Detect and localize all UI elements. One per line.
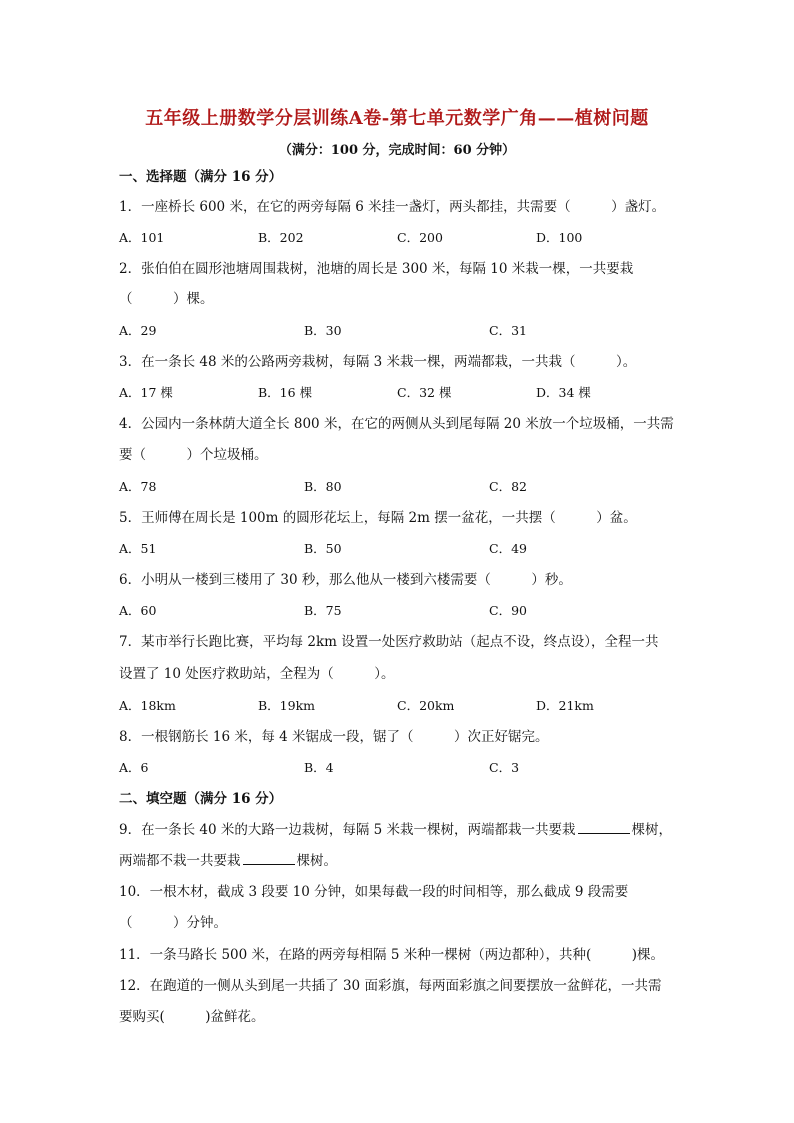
q2-option-b: B．30 — [304, 323, 342, 338]
q8-option-a: A．6 — [119, 760, 149, 775]
q5-option-a: A．51 — [119, 541, 157, 556]
question-12-line2: 要购买( )盆鲜花。 — [119, 1009, 265, 1025]
question-4-line1: 4．公园内一条林荫大道全长 800 米，在它的两侧从头到尾每隔 20 米放一个垃圾桶，一共需 — [119, 416, 674, 432]
question-4-line2: 要（ ）个垃圾桶。 — [119, 447, 268, 463]
q8-option-c: C．3 — [489, 760, 520, 775]
question-6: 6．小明从一楼到三楼用了 30 秒，那么他从一楼到六楼需要（ ）秒。 — [119, 572, 572, 588]
question-1: 1．一座桥长 600 米，在它的两旁每隔 6 米挂一盏灯，两头都挂，共需要（ ）盏灯。 — [119, 199, 666, 215]
q2-option-a: A．29 — [119, 323, 157, 338]
page-title: 五年级上册数学分层训练A卷-第七单元数学广角——植树问题 — [145, 108, 649, 129]
q9-blank-1[interactable] — [578, 821, 630, 834]
q3-option-a: A．17 棵 — [119, 385, 173, 400]
question-2-line2: （ ）棵。 — [119, 291, 214, 307]
question-7-line2: 设置了 10 处医疗救助站，全程为（ ）。 — [119, 666, 395, 682]
q7-option-a: A．18km — [119, 698, 176, 713]
q9-line2-text-b: 棵树。 — [296, 853, 337, 869]
question-5: 5．王师傅在周长是 100m 的圆形花坛上，每隔 2m 摆一盆花，一共摆（ ）盆。 — [119, 510, 637, 526]
q7-option-b: B．19km — [258, 698, 316, 713]
question-2-line1: 2．张伯伯在圆形池塘周围栽树，池塘的周长是 300 米，每隔 10 米栽一棵，一共要栽 — [119, 261, 634, 277]
q5-option-c: C．49 — [489, 541, 527, 556]
q4-option-c: C．82 — [489, 479, 527, 494]
question-3: 3．在一条长 48 米的公路两旁栽树，每隔 3 米栽一棵，两端都栽，一共栽（ ）。 — [119, 354, 637, 370]
page-subtitle: （满分：100 分，完成时间：60 分钟） — [278, 143, 516, 158]
question-10-line1: 10．一根木材，截成 3 段要 10 分钟，如果每截一段的时间相等，那么截成 9 段需要 — [119, 884, 629, 900]
section-heading-choice: 一、选择题（满分 16 分） — [119, 169, 283, 185]
question-11: 11．一条马路长 500 米，在路的两旁每相隔 5 米种一棵树（两边都种），共种( )棵。 — [119, 947, 664, 963]
q3-option-c: C．32 棵 — [397, 385, 452, 400]
q8-option-b: B．4 — [304, 760, 334, 775]
q3-option-b: B．16 棵 — [258, 385, 313, 400]
q9-line1-text-b: 棵树， — [631, 822, 673, 838]
q7-option-d: D．21km — [536, 698, 594, 713]
q6-option-c: C．90 — [489, 603, 527, 618]
q3-option-d: D．34 棵 — [536, 385, 591, 400]
q9-blank-2[interactable] — [243, 852, 295, 865]
q5-option-b: B．50 — [304, 541, 342, 556]
question-12-line1: 12．在跑道的一侧从头到尾一共插了 30 面彩旗，每两面彩旗之间要摆放一盆鲜花，一共需 — [119, 978, 662, 994]
q1-option-d: D．100 — [536, 230, 583, 245]
q7-option-c: C．20km — [397, 698, 455, 713]
q9-line1-text-a: 9．在一条长 40 米的大路一边栽树，每隔 5 米栽一棵树，两端都栽一共要栽 — [119, 822, 576, 838]
question-9-line2 — [119, 852, 337, 870]
q1-option-b: B．202 — [258, 230, 304, 245]
question-10-line2: （ ）分钟。 — [119, 915, 227, 931]
q6-option-b: B．75 — [304, 603, 342, 618]
q2-option-c: C．31 — [489, 323, 527, 338]
question-9-line1 — [119, 821, 672, 839]
question-8: 8．一根钢筋长 16 米，每 4 米锯成一段，锯了（ ）次正好锯完。 — [119, 729, 549, 745]
q1-option-c: C．200 — [397, 230, 443, 245]
q1-option-a: A．101 — [119, 230, 165, 245]
section-heading-fill: 二、填空题（满分 16 分） — [119, 791, 283, 807]
question-7-line1: 7．某市举行长跑比赛，平均每 2km 设置一处医疗救助站（起点不设，终点设），全程一共 — [119, 634, 659, 650]
q6-option-a: A．60 — [119, 603, 157, 618]
q9-line2-text-a: 两端都不栽一共要栽 — [119, 853, 241, 869]
q4-option-b: B．80 — [304, 479, 342, 494]
q4-option-a: A．78 — [119, 479, 157, 494]
